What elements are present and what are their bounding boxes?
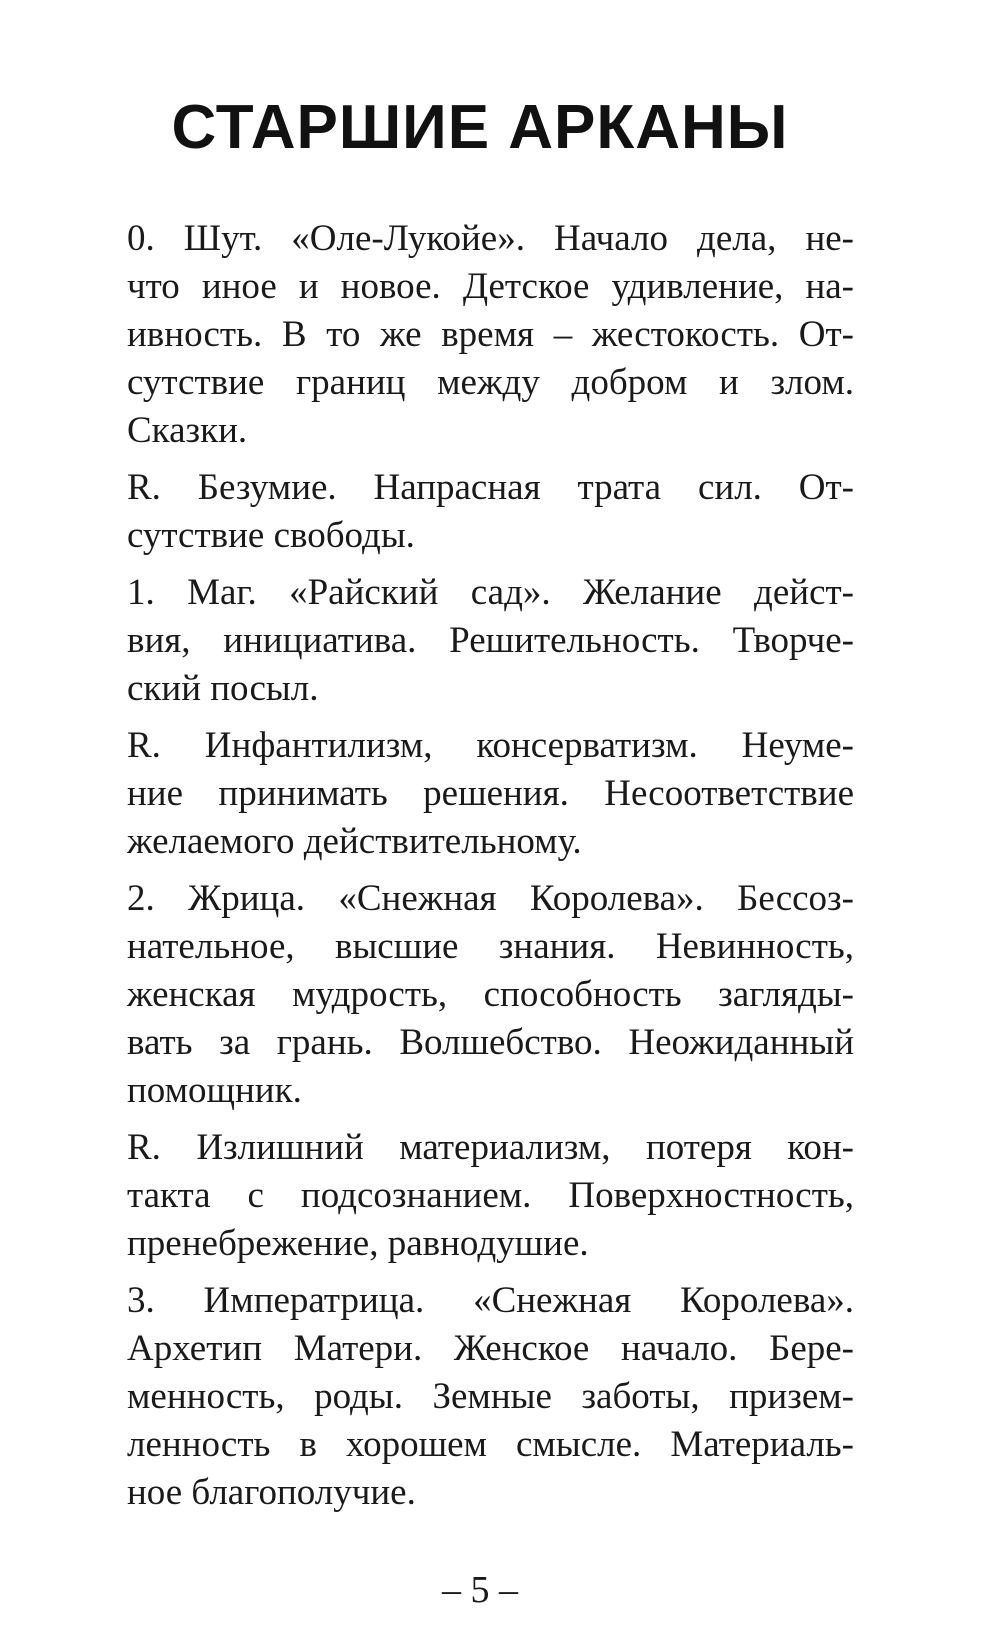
text-line: R. Инфантилизм, консерватизм. Неуме- — [127, 725, 854, 766]
body-text — [84, 215, 854, 1526]
text-line: сутствие границ между добром и злом. — [127, 362, 854, 403]
text-line: R. Безумие. Напрасная трата сил. От- — [127, 467, 854, 508]
paragraph-magician-reversed — [84, 722, 854, 866]
text-line: сутствие свободы. — [127, 515, 415, 556]
page-title: СТАРШИЕ АРКАНЫ — [171, 93, 789, 162]
paragraph-priestess-reversed — [84, 1124, 854, 1268]
text-line: пренебрежение, равнодушие. — [127, 1223, 589, 1264]
paragraph-fool — [84, 215, 854, 455]
text-line: вать за грань. Волшебство. Неожиданный — [127, 1022, 854, 1063]
text-line: желаемого действительному. — [127, 821, 582, 862]
paragraph-empress — [84, 1277, 854, 1517]
text-line: такта с подсознанием. Поверхностность, — [127, 1175, 854, 1216]
text-line: что иное и новое. Детское удивление, на- — [127, 266, 854, 307]
text-line: помощник. — [127, 1070, 302, 1111]
text-line: ное благополучие. — [127, 1472, 416, 1513]
text-line: менность, роды. Земные заботы, призем- — [127, 1376, 854, 1417]
page-number: – 5 – — [442, 1569, 518, 1611]
text-line: 0. Шут. «Оле-Лукойе». Начало дела, не- — [127, 218, 854, 259]
text-line: ивность. В то же время – жестокость. От- — [127, 314, 854, 355]
text-line: Архетип Матери. Женское начало. Бере- — [127, 1328, 854, 1369]
text-line: ленность в хорошем смысле. Материаль- — [127, 1424, 854, 1465]
text-line: 2. Жрица. «Снежная Королева». Бессоз- — [127, 878, 854, 919]
text-line: Сказки. — [127, 410, 248, 451]
text-line: ский посыл. — [127, 668, 319, 709]
text-line: R. Излишний материализм, потеря кон- — [127, 1127, 854, 1168]
text-line: 3. Императрица. «Снежная Королева». — [127, 1280, 854, 1321]
paragraph-priestess — [84, 875, 854, 1115]
paragraph-fool-reversed — [84, 464, 854, 560]
text-line: женская мудрость, способность загляды- — [127, 974, 854, 1015]
text-line: вия, инициатива. Решительность. Творче- — [127, 620, 854, 661]
paragraph-magician — [84, 569, 854, 713]
text-line: 1. Маг. «Райский сад». Желание дейст- — [127, 572, 854, 613]
text-line: нательное, высшие знания. Невинность, — [127, 926, 854, 967]
text-line: ние принимать решения. Несоответствие — [127, 773, 854, 814]
